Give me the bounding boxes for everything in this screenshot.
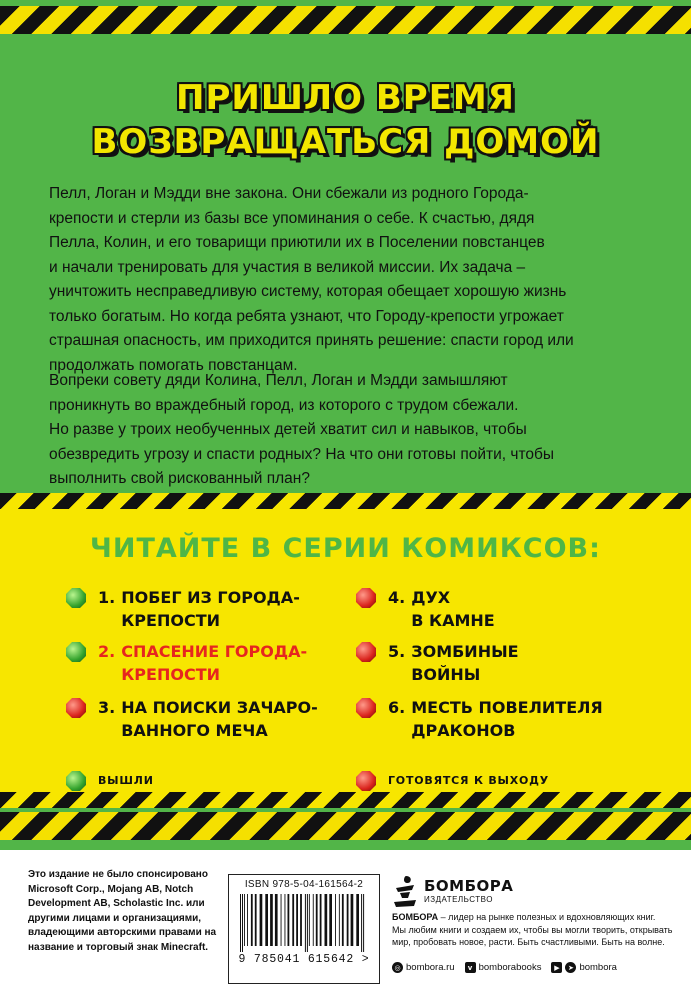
legend-label: ВЫШЛИ xyxy=(98,773,154,787)
youtube-icon: ▶ xyxy=(551,962,562,973)
synopsis-paragraph-1 xyxy=(49,182,649,378)
red-gem-icon xyxy=(356,588,376,608)
series-item-6 xyxy=(356,696,621,742)
globe-icon: ◎ xyxy=(392,962,403,973)
vk-icon: v xyxy=(465,962,476,973)
barcode-bar xyxy=(285,894,286,946)
barcode-bar xyxy=(307,894,308,952)
barcode-bar xyxy=(313,894,314,946)
barcode-bar xyxy=(316,894,318,946)
barcode-bar xyxy=(320,894,322,946)
barcode-bar xyxy=(244,894,245,946)
series-item-title: НА ПОИСКИ ЗАЧАРО- ВАННОГО МЕЧА xyxy=(121,698,318,740)
series-item-3 xyxy=(66,696,331,742)
barcode-digits: 9 785041 615642 > xyxy=(238,953,370,966)
barcode-bar xyxy=(281,894,282,946)
social-telegram-link[interactable]: ▶ ➤ bombora xyxy=(551,962,617,973)
barcode-bar xyxy=(288,894,290,946)
social-vk-link[interactable]: v bomborabooks xyxy=(465,962,542,973)
text-line: обезвредить угрозу и спасти родных? На что они готовы пойти, чтобы xyxy=(49,445,555,463)
text-line: страшная опасность, им приходится принять решение: спасти город или xyxy=(49,332,574,349)
barcode-bar xyxy=(339,894,340,946)
barcode-bar xyxy=(342,894,344,946)
barcode-bar xyxy=(309,894,310,946)
barcode-bar xyxy=(240,894,241,952)
text-line: и начали тренировать для участия в великой миссии. Их задача – xyxy=(49,258,526,276)
hazard-stripe-panel-bottom xyxy=(0,792,691,808)
barcode-bar xyxy=(296,894,298,946)
text-line: Вопреки совету дяди Колина, Пелл, Логан и Мэдди замышляют xyxy=(49,372,508,389)
publisher-tagline: БОМБОРА – лидер на рынке полезных и вдохновляющих книг. Мы любим книги и создаем их, чтобы вы могли творить, открывать мир, пробовать новое, расти. Быть счастливыми. Быть на волне. xyxy=(392,912,673,947)
text-line: Но разве у троих необученных детей хватит сил и навыков, чтобы xyxy=(49,421,527,438)
isbn-label: ISBN 978-5-04-161564-2 xyxy=(244,879,364,890)
social-site-link[interactable]: ◎ bombora.ru xyxy=(392,962,455,973)
barcode-bar xyxy=(292,894,294,946)
publisher-socials xyxy=(392,962,627,973)
green-gem-icon xyxy=(66,642,86,662)
barcode-bar xyxy=(363,894,364,952)
hazard-stripe-panel-top xyxy=(0,493,691,509)
series-panel xyxy=(0,493,691,808)
series-item-title: ЗОМБИНЫЕ ВОЙНЫ xyxy=(411,642,519,684)
legend-released xyxy=(66,769,154,791)
barcode-bar xyxy=(247,894,248,946)
red-gem-icon xyxy=(66,698,86,718)
barcode-bar xyxy=(325,894,328,946)
series-item-number: 1. xyxy=(98,588,116,607)
barcode-bar xyxy=(356,894,359,946)
red-gem-icon xyxy=(356,771,376,791)
publisher-logo xyxy=(392,874,513,908)
red-gem-icon xyxy=(356,642,376,662)
barcode-bar xyxy=(335,894,336,946)
series-item-number: 2. xyxy=(98,642,116,661)
series-item-4 xyxy=(356,586,621,632)
series-item-number: 6. xyxy=(388,698,406,717)
barcode-bar xyxy=(270,894,273,946)
text-line: проникнуть во враждебный город, из которого с трудом сбежали. xyxy=(49,396,519,414)
legend-upcoming xyxy=(356,769,549,791)
barcode-bar xyxy=(329,894,332,946)
series-item-1 xyxy=(66,586,331,632)
red-gem-icon xyxy=(356,698,376,718)
series-item-title: ДУХ В КАМНЕ xyxy=(411,588,495,630)
barcode-bar xyxy=(265,894,268,946)
text-line: только богатым. Но когда ребята узнают, что Городу-крепости угрожает xyxy=(49,307,564,325)
series-item-2 xyxy=(66,640,331,686)
publisher-subtitle: ИЗДАТЕЛЬСТВО xyxy=(424,895,493,904)
series-item-number: 4. xyxy=(388,588,406,607)
telegram-icon: ➤ xyxy=(565,962,576,973)
barcode-bar xyxy=(251,894,253,946)
synopsis-paragraph-2 xyxy=(49,369,649,492)
hazard-stripe-top xyxy=(0,6,691,34)
series-item-title: МЕСТЬ ПОВЕЛИТЕЛЯ ДРАКОНОВ xyxy=(411,698,603,740)
bombora-logo-icon xyxy=(392,874,418,908)
isbn-barcode-box xyxy=(228,874,380,984)
barcode-bar xyxy=(275,894,278,946)
series-item-5 xyxy=(356,640,621,686)
text-line: продолжать помогать повстанцам. xyxy=(49,356,298,374)
text-line: крепости и стерли из базы все упоминания о себе. К счастью, дядя xyxy=(49,209,535,227)
legend-label: ГОТОВЯТСЯ К ВЫХОДУ xyxy=(388,773,550,787)
barcode-bar xyxy=(255,894,257,946)
headline-line-2: ВОЗВРАЩАТЬСЯ ДОМОЙ xyxy=(91,122,600,162)
text-line: выполнить свой рискованный план? xyxy=(49,470,310,487)
barcode-bar xyxy=(260,894,263,946)
barcode-bar xyxy=(347,894,349,946)
series-item-number: 5. xyxy=(388,642,406,661)
barcode-bar xyxy=(361,894,362,952)
headline-line-1: ПРИШЛО ВРЕМЯ xyxy=(176,78,515,118)
barcode-bar xyxy=(305,894,306,952)
publisher-name: БОМБОРА xyxy=(424,877,514,895)
headline xyxy=(0,76,691,164)
series-item-title: СПАСЕНИЕ ГОРОДА- КРЕПОСТИ xyxy=(121,642,308,684)
series-title: ЧИТАЙТЕ В СЕРИИ КОМИКСОВ: xyxy=(90,533,601,564)
hazard-stripe-bottom xyxy=(0,812,691,840)
barcode-icon xyxy=(236,894,372,952)
series-item-title: ПОБЕГ ИЗ ГОРОДА- КРЕПОСТИ xyxy=(121,588,300,630)
barcode-bar xyxy=(300,894,302,946)
copyright-disclaimer: Это издание не было спонсировано Microsoft Corp., Mojang AB, Notch Development AB, Scholastic Inc. или другими лицами и организациями, владеющими авторскими правами на название и торговый знак Minecraft. xyxy=(28,869,217,953)
series-item-number: 3. xyxy=(98,698,116,717)
text-line: уничтожить несправедливую систему, которая обещает хорошую жизнь xyxy=(49,283,567,300)
green-gem-icon xyxy=(66,588,86,608)
green-gem-icon xyxy=(66,771,86,791)
text-line: Пелла, Колин, и его товарищи приютили их в Поселении повстанцев xyxy=(49,234,545,251)
text-line: Пелл, Логан и Мэдди вне закона. Они сбежали из родного Города- xyxy=(49,185,529,202)
barcode-bar xyxy=(351,894,354,946)
barcode-bar xyxy=(242,894,243,952)
